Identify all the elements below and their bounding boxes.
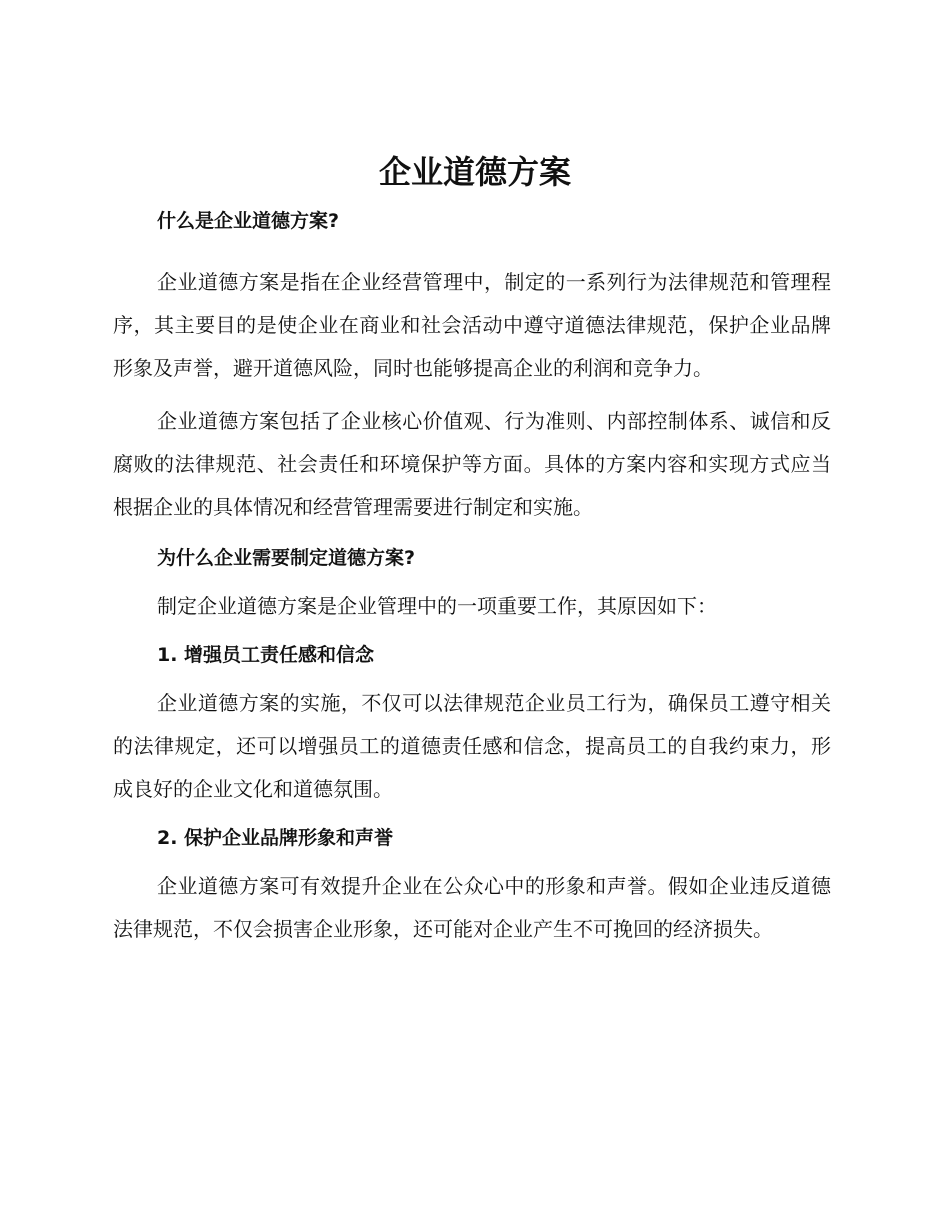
document-title: 企业道德方案 bbox=[378, 153, 571, 191]
paragraph-reason-1: 企业道德方案的实施，不仅可以法律规范企业员工行为，确保员工遵守相关的法律规定，还可以增强员工的道德责任感和信念，提高员工的自我约束力，形成良好的企业文化和道德氛围。 bbox=[113, 691, 831, 801]
section-heading-reason-2: 2. 保护企业品牌形象和声誉 bbox=[157, 827, 394, 849]
document-body bbox=[113, 200, 831, 951]
section-heading-what-is: 什么是企业道德方案? bbox=[157, 210, 340, 232]
paragraph-reasons-intro: 制定企业道德方案是企业管理中的一项重要工作，其原因如下： bbox=[157, 594, 717, 618]
section-heading-reason-1: 1. 增强员工责任感和信念 bbox=[157, 644, 375, 666]
paragraph-definition: 企业道德方案是指在企业经营管理中，制定的一系列行为法律规范和管理程序，其主要目的是使企业在商业和社会活动中遵守道德法律规范，保护企业品牌形象及声誉，避开道德风险，同时也能够提高企业的利润和竞争力。 bbox=[113, 270, 831, 380]
paragraph-scope: 企业道德方案包括了企业核心价值观、行为准则、内部控制体系、诚信和反腐败的法律规范、社会责任和环境保护等方面。具体的方案内容和实现方式应当根据企业的具体情况和经营管理需要进行制定和实施。 bbox=[113, 409, 831, 519]
paragraph-reason-2: 企业道德方案可有效提升企业在公众心中的形象和声誉。假如企业违反道德法律规范，不仅会损害企业形象，还可能对企业产生不可挽回的经济损失。 bbox=[113, 874, 831, 941]
section-heading-why: 为什么企业需要制定道德方案? bbox=[157, 547, 416, 569]
